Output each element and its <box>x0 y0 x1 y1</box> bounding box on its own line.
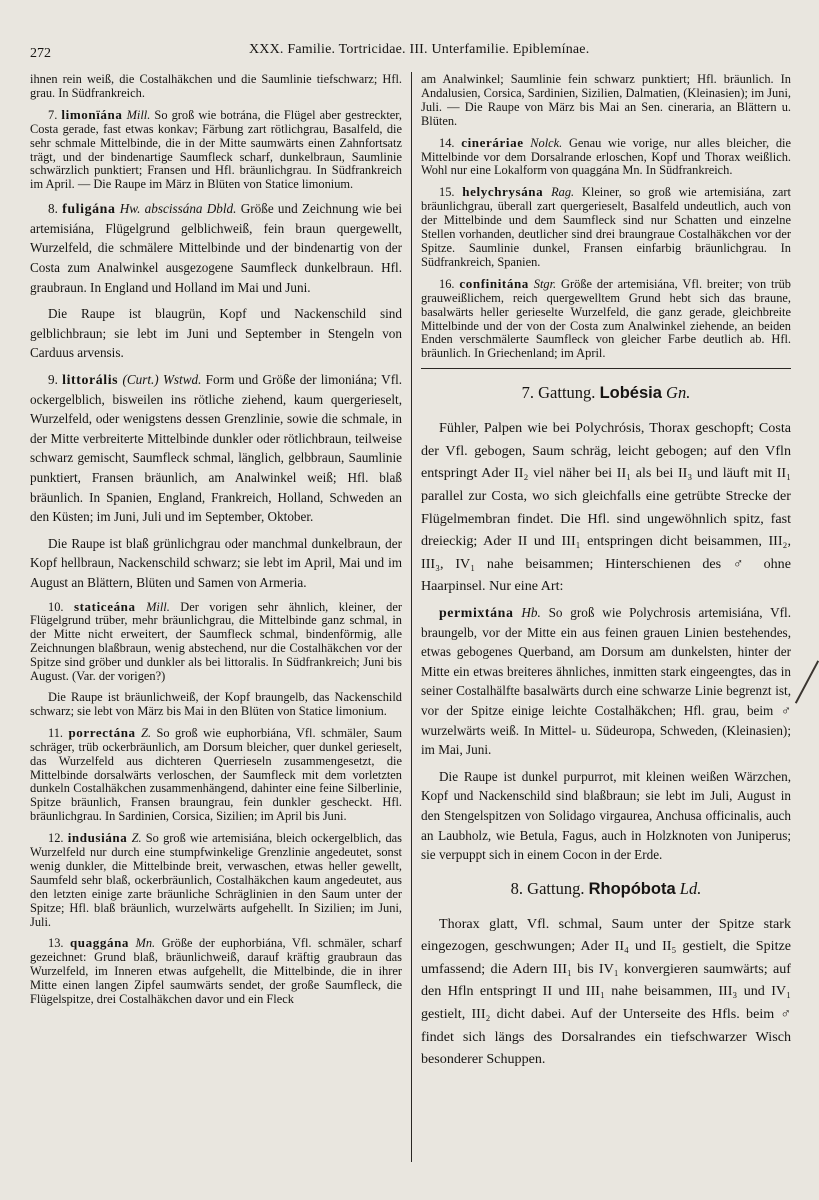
species-name: staticeána <box>73 598 136 614</box>
species-name: helychrysána <box>462 184 544 200</box>
species-description: Größe der artemisiána, Vfl. breiter; von trüb grauweißlichem, reich quergewelltem Grund hebt sich das braune, basalwärts heller gerieselte Wurzelfeld, die ganz gerade, gleichbreite Mittelbinde und der von der Costa zum Analwinkel ziehende, an beiden Enden verschmälerte Saumfleck von gleicher Farbe deutlich ab. Hfl. bräunlich. In Griechenland; im April. <box>421 276 791 361</box>
species-number: 11. <box>48 725 64 740</box>
species-entry <box>421 277 791 361</box>
species-author: Mill. <box>146 599 170 614</box>
right-column-species <box>421 73 791 361</box>
genus-7-description: Fühler, Palpen wie bei Polychrósis, Thorax geschopft; Costa der Vfl. gebogen, Saum schräg, leicht gebogen; auf den Vfln entspringt Ader II₂ viel näher bei II₁ als bei II₃ und läuft mit II₁ parallel zur Costa, wo sich gleichfalls eine getrübte Strecke der Flügelmembran findet. Die Hfl. sind ungewöhnlich spitz, fast dreieckig; Ader II und III₁ entspringen dicht beisammen, III₂, III₃, IV₁ nahe beisammen; Hinterschienen des ♂ ohne Haarpinsel. Nur eine Art: <box>421 420 791 595</box>
species-entry <box>30 831 402 929</box>
species-author: Rag. <box>551 185 575 200</box>
species-description: Kleiner, so groß wie artemisiána, zart bräunlichgrau, überall zart quergerieselt, Basalfeld undeutlich, auch von der Mittelbinde und dem Saumfleck sind nur Schatten und einzelne Stellen vorhanden, deutlicher sind drei braungraue Costalhäkchen vor der Spitze. Saumlinie dunkel, Fransen einfarbig bräunlichgrau. In Südfrankreich, Spanien. <box>421 185 791 269</box>
continued-text: ihnen rein weiß, die Costalhäkchen und die Saumlinie tiefschwarz; Hfl. grau. In Südfrankreich. <box>30 72 402 100</box>
species-name: porrectána <box>68 724 136 740</box>
species-description: Genau wie vorige, nur alles bleicher, die Mittelbinde vor dem Dorsalrande erloschen, Kopf und Thorax weißlich. Wohl nur eine Lokalform von quaggána Mn. In Südfrankreich. <box>421 135 791 178</box>
species-entry <box>30 199 402 297</box>
species-number: 7. <box>48 107 58 122</box>
species-description: So groß wie euphorbiána, Vfl. schmäler, Saum schräger, trüb ockerbräunlich, am Dorsum bleicher, quer dunkel gerieselt, das Wurzelfeld aus dichteren Querrieseln zusammengesetzt, die Mittelbinde dorsalwärts verloschen, der Saumfleck mit dem vorletzten dunkeln Costalhäkchen zusammenhängend, dahinter eine feine Silberlinie, Spitze bräunlich, Fransen braungrau, fein dunkler gescheckt. Hfl. bräunlichgrau. In Sardinien, Corsica, Sizilien; im April bis Juni. <box>30 725 402 824</box>
genus-8-number: 8. Gattung. <box>510 878 585 898</box>
species-number: 10. <box>48 599 64 614</box>
column-divider <box>411 72 412 1162</box>
genus-7-name: Lobésia <box>599 384 662 403</box>
species-entry <box>30 108 402 192</box>
species-author: Z. <box>131 831 142 846</box>
species-description: So groß wie artemisiána, bleich ockergelblich, das Wurzelfeld nur durch eine stumpfwinkelige Grenzlinie angedeutet, sonst wenig dunkler, die Mittelbinde breit, verwaschen, etwas heller gewellt, Saumfeld sehr blaß, ockerbräunlich, Costalhäkchen kaum angedeutet, aus den letzten einige zarte bräunliche Schräglinien in den Saum unter der Spitze; Hfl. blaß bräunlich, wurzelwärts aufgehellt. In Sizilien; im Juni, Juli. <box>30 831 402 929</box>
species-name: indusiána <box>67 830 128 846</box>
genus-7-number: 7. Gattung. <box>521 383 596 403</box>
species-author: Hw. abscissána Dbld. <box>119 201 237 217</box>
species-number: 9. <box>48 372 58 387</box>
raupe-paragraph: Die Raupe ist blaß grünlichgrau oder manchmal dunkelbraun, der Kopf hellbraun, Nackenschild schwarz; sie lebt im April, Mai und im August an Blättern, Blüten und Samen von Armeria. <box>30 535 402 590</box>
species-description: Größe und Zeichnung wie bei artemisiána, Flügelgrund gelblichweiß, fein braun quergewellt, Wurzelfeld, die schmälere Mittelbinde und der bindenartig von der Costa zum Analwinkel ausgezogene Saumfleck dunkelbraun. Hfl. graubraun. In England und Holland im Mai und Juni. <box>30 201 403 295</box>
margin-pencil-mark <box>795 660 819 703</box>
genus-7-species-entry <box>421 603 791 760</box>
page-number: 272 <box>30 46 51 61</box>
species-number: 16. <box>439 276 455 291</box>
species-entry <box>421 136 791 179</box>
species-name: fuligána <box>62 201 116 217</box>
raupe-paragraph: Die Raupe ist blaugrün, Kopf und Nackenschild sind gelblichbraun; sie lebt im Juni und September in Stengeln von Carduus arvensis. <box>30 306 402 361</box>
species-author: Nolck. <box>530 135 563 150</box>
species-name: quaggána <box>69 935 130 951</box>
section-rule <box>421 368 791 369</box>
genus-8-description: Thorax glatt, Vfl. schmal, Saum unter der Spitze stark eingezogen, geschwungen; Ader II₄ und II₅ gestielt, die Spitze umfassend; die Adern III₁ bis IV₁ konvergieren saumwärts; auf den Hfln entspringt II und III₁ nahe beisammen, III₃ und IV₁ gestielt, III₂ dicht dabei. Auf der Unterseite des Hfls. beim ♂ findet sich längs des Dorsalrandes ein tiefschwarzer Wisch besonderer Schuppen. <box>421 915 791 1068</box>
raupe-paragraph: Die Raupe ist bräunlichweiß, der Kopf braungelb, das Nackenschild schwarz; sie lebt von März bis Mai in den Blüten von Statice limonium. <box>30 689 402 718</box>
species-name: limonïána <box>61 106 123 122</box>
species-description: So groß wie Polychrosis artemisiána, Vfl. braungelb, vor der Mitte ein aus feinen grauen Linien bestehendes, etwas gebogenes Querband, am Dorsum am dunkelsten, hinter der Mitte ein etwas breiteres ähnliches, inmitten stark eingeengtes, das in seiner Costalhälfte basalwärts durch eine schwarze Linie begrenzt ist, vor der Spitze einige leichte Costalhäkchen; Hfl. grau, beim ♂ wurzelwärts weiß. In Mittel- u. Südeuropa, Schweden, (Kleinasien); im Mai, Juni. <box>421 604 792 758</box>
species-number: 8. <box>48 201 58 217</box>
species-author: Mill. <box>126 107 151 122</box>
genus-8-author: Ld. <box>679 878 702 898</box>
page-header <box>30 42 790 64</box>
genus-7-heading <box>421 383 791 403</box>
species-description: So groß wie botrána, die Flügel aber gestreckter, Costa gerade, fast etwas konkav; Färbung zart rötlichgrau, Basalfeld, die sehr schmale Mittelbinde, die in der Mitte saumwärts einen Zahnfortsatz trägt, und der bindenartige Saumfleck scharf, dunkelbraun, Saumlinie schwärzlich punktiert; Fransen und Hfl. bräunlichgrau. In Südfrankreich im April. — Die Raupe im März in Blüten von Statice limonium. <box>30 107 402 192</box>
species-author: Hb. <box>521 604 541 620</box>
species-number: 14. <box>439 135 455 150</box>
species-number: 13. <box>48 936 64 951</box>
species-number: 15. <box>439 185 455 200</box>
species-author: Mn. <box>135 936 156 951</box>
genus-7-raupe: Die Raupe ist dunkel purpurrot, mit kleinen weißen Wärzchen, Kopf und Nackenschild sind blaßbraun; sie lebt im Juli, August in den Stengelspitzen von Solidago virgaurea, Anchusa officinalis, auch an Laubholz, wie Betula, Fagus, auch in Holzknoten von Juniperus; sie verpuppt sich in einem Cocon in der Erde. <box>421 768 791 863</box>
species-entry <box>30 936 402 1007</box>
right-column <box>421 73 791 1076</box>
genus-8-heading <box>421 879 791 899</box>
species-name: permixtána <box>439 604 514 620</box>
species-author: Z. <box>141 725 152 740</box>
species-author: (Curt.) Wstwd. <box>122 372 202 387</box>
continued-text: am Analwinkel; Saumlinie fein schwarz punktiert; Hfl. bräunlich. In Andalusien, Corsica, Sardinien, Sizilien, Dalmatien, (Kleinasien); im Juni, Juli. — Die Raupe von März bis Mai an Sen. cineraria, an Blättern u. Blüten. <box>421 72 791 128</box>
species-name: cineráriae <box>461 134 524 150</box>
species-author: Stgr. <box>533 276 557 291</box>
genus-7-author: Gn. <box>666 383 691 403</box>
species-description: Form und Größe der limoniána; Vfl. ockergelblich, bisweilen ins rötliche ziehend, kaum quergerieselt, Wurzelfeld, oder wenigstens dessen Grenzlinie, sowie die schmale, in der Mitte verbreiterte Mittelbinde dunkler oder rötlichbraun, teilweise schwarz gemischt, Saumfleck schmal, länglich, gelbbraun, Saumlinie punktiert, Fransen bräunlich, am Analwinkel weiß; Hfl. blaß bräunlich. In Spanien, England, Frankreich, Holland, Schweden an den Küsten; im Juni, Juli und im September, Oktober. <box>30 372 403 525</box>
species-entry <box>30 600 402 684</box>
species-name: confinitána <box>459 275 529 291</box>
species-description: Größe der euphorbiána, Vfl. schmäler, scharf gezeichnet: Grund blaß, bräunlichweiß, darauf kräftig graubraun das Wurzelfeld, im Inneren etwas aufgehellt, die Mittelbinde, die in ihrer Mitte einen langen Zipfel saumwärts sendet, der große Saumfleck, die Flügelspitze, drei Costalhäkchen davor und ein Fleck <box>30 936 402 1007</box>
genus-8-name: Rhopóbota <box>588 879 676 898</box>
species-entry <box>30 370 402 527</box>
species-entry <box>30 726 402 824</box>
running-title: XXX. Familie. Tortricidae. III. Unterfamilie. Epiblemínae. <box>249 42 590 57</box>
species-number: 12. <box>48 831 64 846</box>
species-name: littorális <box>62 372 119 387</box>
species-description: Der vorigen sehr ähnlich, kleiner, der Flügelgrund trüber, mehr bräunlichgrau, die Mittelbinde ganz schmal, in der Mitte nicht erweitert, der Saumfleck schmal, bindenförmig, alle Zeichnungen blaßbraun, wenig abstechend, nur die Costalhäkchen vor der Spitze sind gröber und dunkler als bei littoralis. In Südfrankreich; Juni bis August. (Var. der vorigen?) <box>30 599 402 684</box>
left-column <box>30 73 402 1014</box>
species-entry <box>421 185 791 269</box>
